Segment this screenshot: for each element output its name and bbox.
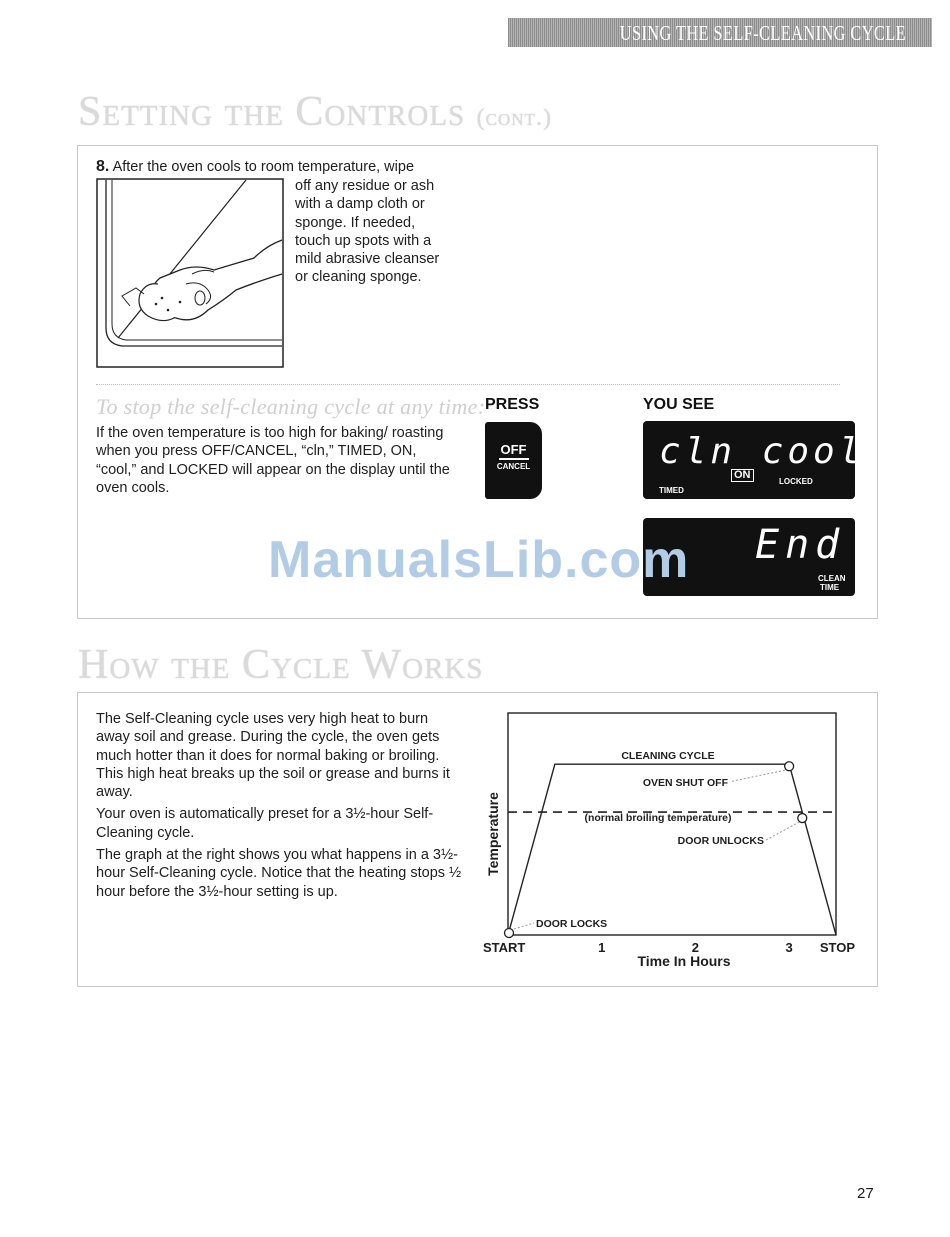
off-underline bbox=[499, 458, 529, 460]
display-time-indicator: TIME bbox=[820, 583, 840, 592]
cancel-label: CANCEL bbox=[496, 462, 531, 471]
step8-body bbox=[295, 177, 439, 287]
section-divider bbox=[96, 384, 840, 385]
step8-first-line bbox=[96, 158, 414, 176]
annotation-cleaning-cycle: CLEANING CYCLE bbox=[621, 750, 715, 763]
section-title-setting-controls bbox=[78, 88, 552, 136]
oven-wipe-illustration bbox=[96, 178, 286, 370]
x-axis-label: Time In Hours bbox=[637, 953, 731, 969]
cycle-chart bbox=[478, 708, 862, 976]
step8-line: with a damp cloth or bbox=[295, 196, 425, 213]
door-unlocks-leader bbox=[766, 822, 799, 840]
display-cln-cool bbox=[643, 421, 865, 499]
stop-cycle-heading: To stop the self-cleaning cycle at any time: bbox=[96, 394, 486, 419]
annotation-door-unlocks: DOOR UNLOCKS bbox=[677, 835, 764, 848]
door-locks-marker bbox=[505, 929, 514, 938]
display-clean-indicator: CLEAN bbox=[818, 574, 846, 583]
oven-shut-off-leader bbox=[732, 770, 785, 781]
x-tick-label: 3 bbox=[785, 940, 793, 955]
display-end-text: End bbox=[755, 522, 846, 568]
page-number: 27 bbox=[857, 1185, 874, 1202]
display-on-indicator: ON bbox=[731, 469, 754, 482]
temperature-series-line bbox=[508, 764, 836, 935]
door-unlocks-marker bbox=[798, 814, 807, 823]
off-label: OFF bbox=[500, 442, 527, 457]
x-tick-label: START bbox=[483, 940, 526, 955]
step8-line1: After the oven cools to room temperature, wipe bbox=[112, 159, 415, 175]
you-see-label: YOU SEE bbox=[643, 396, 715, 413]
display-timed-indicator: TIMED bbox=[659, 486, 684, 495]
step8-line: sponge. If needed, bbox=[295, 214, 416, 231]
off-cancel-button[interactable] bbox=[485, 422, 542, 499]
oven-shut-off-marker bbox=[785, 762, 794, 771]
step8-line: or cleaning sponge. bbox=[295, 269, 422, 286]
section-title-text: Setting the Controls bbox=[78, 89, 466, 135]
paragraph: The graph at the right shows you what happens in a 3½-hour Self-Cleaning cycle. Notice that the heating stops ½ hour before the 3½-hour setting is up. bbox=[96, 847, 462, 900]
step8-line: touch up spots with a bbox=[295, 232, 432, 249]
header-title: USING THE SELF-CLEANING CYCLE bbox=[619, 21, 906, 45]
annotation-oven-shut-off: OVEN SHUT OFF bbox=[642, 777, 728, 790]
annotation-door-locks: DOOR LOCKS bbox=[536, 918, 608, 930]
door-locks-leader bbox=[514, 923, 534, 929]
x-tick-label: 2 bbox=[691, 940, 700, 955]
header-bar bbox=[508, 18, 932, 47]
y-axis-label: Temperature bbox=[485, 792, 501, 876]
display-cln-cool-text: cln cool bbox=[659, 431, 865, 472]
step-number: 8. bbox=[96, 158, 110, 175]
paragraph: Your oven is automatically preset for a 3½-hour Self-Cleaning cycle. bbox=[96, 806, 434, 841]
step8-line: off any residue or ash bbox=[295, 178, 435, 194]
step8-line: mild abrasive cleanser bbox=[295, 251, 440, 268]
press-label: PRESS bbox=[485, 396, 540, 413]
section-title-suffix: (cont.) bbox=[476, 105, 552, 131]
watermark: ManualsLib.com bbox=[268, 531, 690, 589]
how-cycle-works-body bbox=[96, 710, 464, 901]
section-title-how-cycle-works: How the Cycle Works bbox=[78, 642, 484, 688]
stop-cycle-body: If the oven temperature is too high for baking/ roasting when you press OFF/CANCEL, “cln,” TIMED, ON, “cool,” and LOCKED will appear on the display until the oven cools. bbox=[96, 425, 450, 496]
paragraph: The Self-Cleaning cycle uses very high heat to burn away soil and grease. During the cycle, the oven gets much hotter than it does for normal baking or broiling. This high heat breaks up the soil or grease and burns it away. bbox=[96, 711, 450, 801]
x-tick-label: 1 bbox=[598, 940, 606, 955]
reference-line-label: (normal broiling temperature) bbox=[584, 812, 732, 825]
x-tick-label: STOP bbox=[819, 940, 855, 955]
display-locked-indicator: LOCKED bbox=[779, 477, 813, 486]
